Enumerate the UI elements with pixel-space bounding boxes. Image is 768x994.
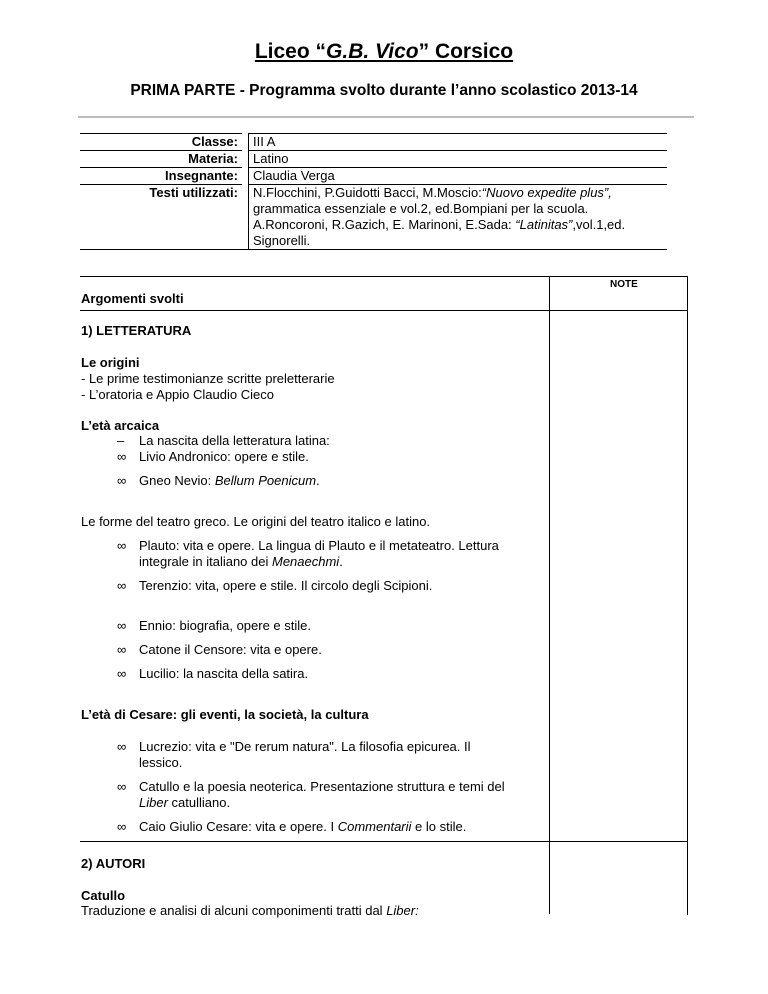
origini-item: - Le prime testimonianze scritte preletterarie: [81, 371, 335, 386]
bullet-icon: ∞: [117, 578, 127, 593]
info-row-classe: Classe: III A: [80, 133, 667, 150]
bullet-icon: ∞: [117, 618, 127, 633]
header-divider: [78, 116, 694, 118]
section-divider: [80, 841, 687, 842]
origini-heading: Le origini: [81, 355, 140, 370]
list-item: ∞ Lucilio: la nascita della satira.: [117, 666, 309, 681]
info-row-testi: Testi utilizzati: N.Flocchini, P.Guidotti Bacci, M.Moscio:“Nuovo expedite plus”, grammatica essenziale e vol.2, ed.Bompiani per la scuola. A.Roncoroni, R.Gazich, E. Marinoni, E.Sada: “Latinitas”,vol.1,ed. Signorelli.: [80, 184, 667, 249]
teatro-paragraph: Le forme del teatro greco. Le origini del teatro italico e latino.: [81, 514, 431, 529]
section-autori: 2) AUTORI: [81, 856, 146, 871]
list-item: – La nascita della letteratura latina:: [117, 433, 330, 448]
list-item: ∞ Catone il Censore: vita e opere.: [117, 642, 322, 657]
list-item: ∞ Caio Giulio Cesare: vita e opere. I Commentarii e lo stile.: [117, 819, 467, 834]
bullet-icon: ∞: [117, 739, 127, 754]
bullet-icon: ∞: [117, 642, 127, 657]
list-item: ∞ Ennio: biografia, opere e stile.: [117, 618, 311, 633]
info-row-insegnante: Insegnante: Claudia Verga: [80, 167, 667, 184]
bullet-icon: ∞: [117, 538, 127, 553]
notes-column-divider: [549, 276, 550, 914]
info-table: [80, 133, 667, 250]
bullet-icon: ∞: [117, 819, 127, 834]
document-title: Liceo “G.B. Vico” Corsico: [254, 40, 514, 63]
cesare-heading: L’età di Cesare: gli eventi, la società, la cultura: [81, 707, 369, 722]
list-item: ∞ Plauto: vita e opere. La lingua di Plauto e il metateatro. Lettura integrale in italiano dei Menaechmi.: [117, 538, 499, 569]
traduzione-line: Traduzione e analisi di alcuni componimenti tratti dal Liber:: [81, 903, 419, 918]
bullet-icon: ∞: [117, 779, 127, 794]
document-subtitle: PRIMA PARTE - Programma svolto durante l’anno scolastico 2013-14: [130, 82, 638, 99]
info-row-materia: Materia: Latino: [80, 150, 667, 167]
notes-header: NOTE: [610, 279, 638, 290]
dash-bullet-icon: –: [117, 433, 125, 448]
bullet-icon: ∞: [117, 473, 127, 488]
list-item: ∞ Catullo e la poesia neoterica. Presentazione struttura e temi del Liber catulliano.: [117, 779, 505, 810]
argomenti-header: Argomenti svolti: [81, 291, 184, 306]
list-item: ∞ Lucrezio: vita e "De rerum natura". La filosofia epicurea. Il lessico.: [117, 739, 471, 770]
list-item: ∞ Gneo Nevio: Bellum Poenicum.: [117, 473, 320, 488]
arcaica-heading: L’età arcaica: [81, 418, 160, 433]
table-header-divider: [80, 310, 687, 311]
list-item: ∞ Terenzio: vita, opere e stile. Il circolo degli Scipioni.: [117, 578, 433, 593]
autori-catullo-heading: Catullo: [81, 888, 126, 903]
list-item: ∞ Livio Andronico: opere e stile.: [117, 449, 309, 464]
origini-item: - L’oratoria e Appio Claudio Cieco: [81, 387, 274, 402]
bullet-icon: ∞: [117, 449, 127, 464]
section-letteratura: 1) LETTERATURA: [81, 323, 192, 338]
bullet-icon: ∞: [117, 666, 127, 681]
